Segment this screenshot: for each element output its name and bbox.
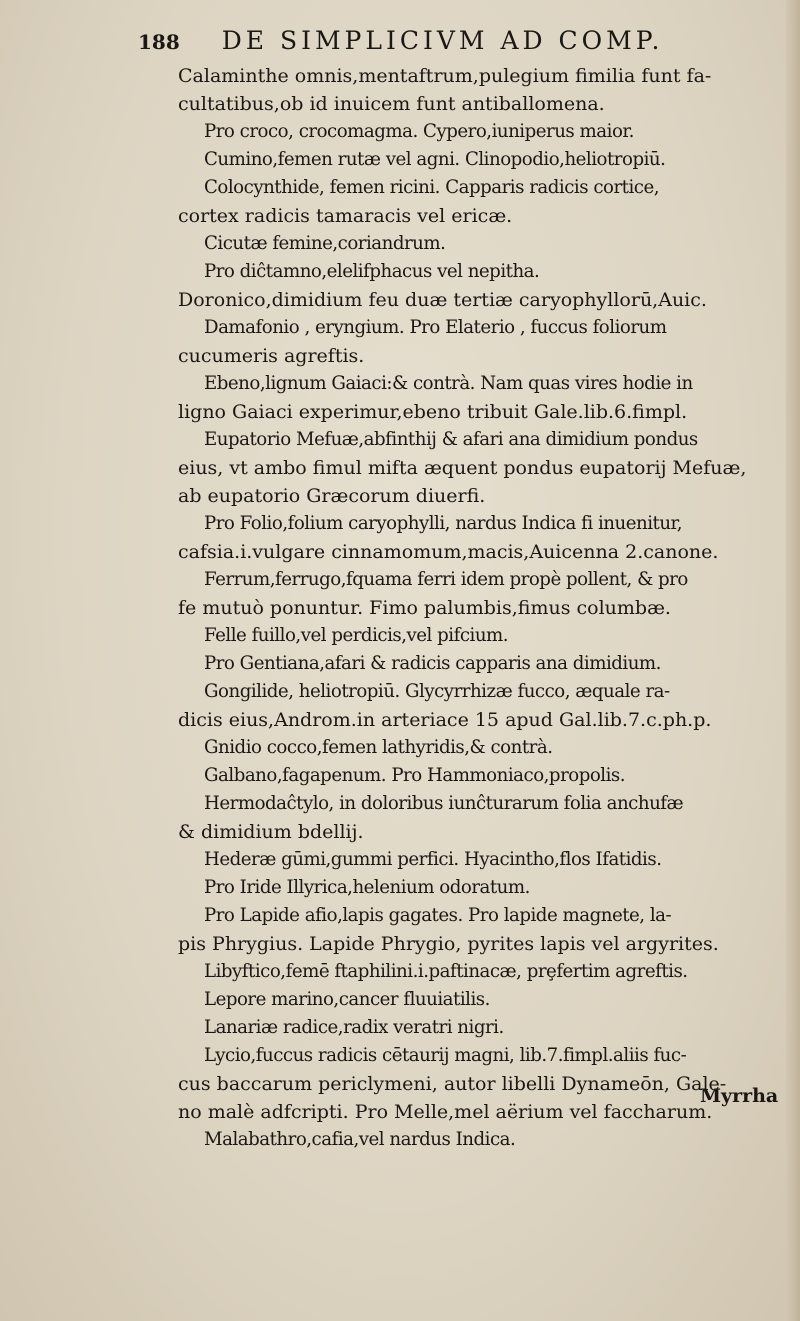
- text-line: Cicutæ femine,coriandrum.: [204, 233, 446, 254]
- text-line: fe mutuò ponuntur. Fimo palumbis,fimus columbæ.: [178, 597, 671, 619]
- text-line: cultatibus,ob id inuicem funt antiballomena.: [178, 93, 605, 115]
- text-line: Libyftico,femē ftaphilini.i.paftinacæ, prȩfertim agreftis.: [204, 961, 688, 982]
- text-line: Hederæ gūmi,gummi perfici. Hyacintho,flos Ifatidis.: [204, 849, 662, 870]
- text-line: pis Phrygius. Lapide Phrygio, pyrites lapis vel argyrites.: [178, 933, 719, 955]
- text-block: [178, 62, 788, 1154]
- page-edge: [786, 0, 800, 1321]
- text-line: Eupatorio Mefuæ,abfinthij & afari ana dimidium pondus: [204, 429, 698, 450]
- text-line: Gnidio cocco,femen lathyridis,& contrà.: [204, 737, 553, 758]
- text-line: Calaminthe omnis,mentaftrum,pulegium fimilia funt fa-: [178, 65, 712, 87]
- text-line: Pro diĉtamno,elelifphacus vel nepitha.: [204, 261, 540, 282]
- text-line: & dimidium bdellij.: [178, 821, 364, 843]
- page-header: [138, 26, 738, 66]
- text-line: Colocynthide, femen ricini. Capparis radicis cortice,: [204, 177, 660, 198]
- text-line: Damafonio , eryngium. Pro Elaterio , fuccus foliorum: [204, 317, 667, 338]
- text-line: Felle fuillo,vel perdicis,vel pifcium.: [204, 625, 509, 646]
- text-line: Lanariæ radice,radix veratri nigri.: [204, 1017, 504, 1038]
- text-line: cucumeris agreftis.: [178, 345, 365, 367]
- text-line: Doronico,dimidium feu duæ tertiæ caryophyllorū,Auic.: [178, 289, 707, 311]
- text-line: Gongilide, heliotropiū. Glycyrrhizæ fucco, æquale ra-: [204, 681, 670, 702]
- text-line: Ferrum,ferrugo,fquama ferri idem propè pollent, & pro: [204, 569, 688, 590]
- text-line: dicis eius,Androm.in arteriace 15 apud Gal.lib.7.c.ph.p.: [178, 709, 712, 731]
- text-line: Ebeno,lignum Gaiaci:& contrà. Nam quas vires hodie in: [204, 373, 693, 394]
- text-line: Lepore marino,cancer fluuiatilis.: [204, 989, 490, 1010]
- text-line: Malabathro,cafia,vel nardus Indica.: [204, 1129, 516, 1150]
- text-line: no malè adfcripti. Pro Melle,mel aërium vel faccharum.: [178, 1101, 713, 1123]
- text-line: Lycio,fuccus radicis cētaurij magni, lib.7.fimpl.aliis fuc-: [204, 1045, 687, 1066]
- text-line: cafsia.i.vulgare cinnamomum,macis,Auicenna 2.canone.: [178, 541, 719, 563]
- text-line: cus baccarum periclymeni, autor libelli Dynameōn, Gale-: [178, 1073, 727, 1095]
- text-line: eius, vt ambo fimul mifta æquent pondus eupatorij Mefuæ,: [178, 457, 747, 479]
- running-title: DE SIMPLICIVM AD COMP.: [221, 26, 664, 55]
- text-line: Pro Gentiana,afari & radicis capparis ana dimidium.: [204, 653, 661, 674]
- folio-number: 188: [138, 30, 180, 54]
- text-line: Pro Folio,folium caryophylli, nardus Indica fi inuenitur,: [204, 513, 683, 534]
- text-line: cortex radicis tamaracis vel ericæ.: [178, 205, 513, 227]
- text-line: ligno Gaiaci experimur,ebeno tribuit Gale.lib.6.fimpl.: [178, 401, 688, 423]
- text-line: Pro Lapide afio,lapis gagates. Pro lapide magnete, la-: [204, 905, 672, 926]
- text-line: Pro Iride Illyrica,helenium odoratum.: [204, 877, 530, 898]
- text-line: Cumino,femen rutæ vel agni. Clinopodio,heliotropiū.: [204, 149, 666, 170]
- catchword: Myrrha: [700, 1085, 779, 1107]
- text-line: Pro croco, crocomagma. Cypero,iuniperus maior.: [204, 121, 634, 142]
- text-line: Galbano,fagapenum. Pro Hammoniaco,propolis.: [204, 765, 626, 786]
- text-line: Hermodaĉtylo, in doloribus iunĉturarum folia anchufæ: [204, 793, 684, 814]
- text-line: ab eupatorio Græcorum diuerfi.: [178, 485, 486, 507]
